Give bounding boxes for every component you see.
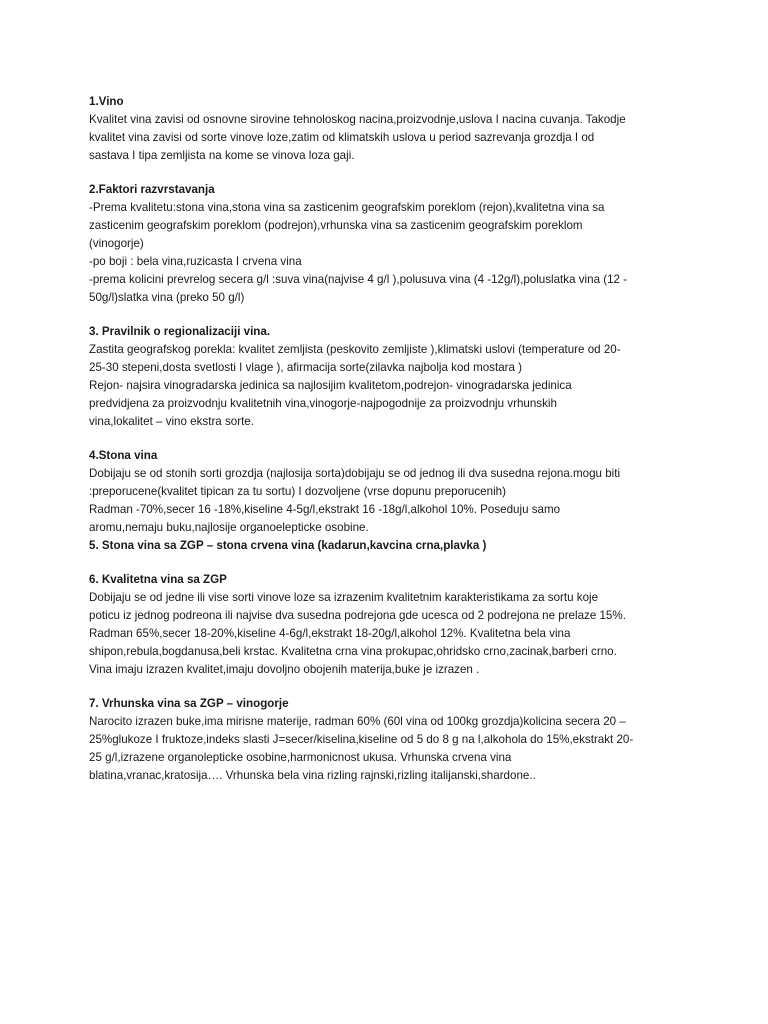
text-line: :preporucene(kvalitet tipican za tu sortu) I dozvoljene (vrse dopunu preporucenih) <box>89 485 506 498</box>
text-line: Dobijaju se od stonih sorti grozdja (najlosija sorta)dobijaju se od jednog ili dva susedna rejona.mogu biti <box>89 467 621 480</box>
text-line: -prema kolicini prevrelog secera g/l :suva vina(najvise 4 g/l ),polusuva vina (4 -12g/l),poluslatka vina (12 - <box>89 273 628 286</box>
text-line: Rejon- najsira vinogradarska jedinica sa najlosijim kvalitetom,podrejon- vinogradarska jedinica <box>89 379 572 392</box>
section-heading: 1.Vino <box>89 95 124 108</box>
text-line: sastava I tipa zemljista na kome se vinova loza gaji. <box>89 149 355 162</box>
text-line: 50g/l)slatka vina (preko 50 g/l) <box>89 291 245 304</box>
text-line: Vina imaju izrazen kvalitet,imaju dovoljno obojenih materija,buke je izrazen . <box>89 663 480 676</box>
section-vrhunska-vina <box>89 695 688 785</box>
section-pravilnik <box>89 323 688 431</box>
text-line: Zastita geografskog porekla: kvalitet zemljista (peskovito zemljiste ),klimatski uslovi (temperature od 20- <box>89 343 621 356</box>
section-faktori-razvrstavanja <box>89 181 688 307</box>
text-line: predvidjena za proizvodnju kvalitetnih vina,vinogorje-najpogodnije za proizvodnju vrhunskih <box>89 397 557 410</box>
text-line: Kvalitet vina zavisi od osnovne sirovine tehnoloskog nacina,proizvodnje,uslova I nacina cuvanja. Takodje <box>89 113 626 126</box>
text-line: 25 g/l,izrazene organolepticke osobine,harmonicnost ukusa. Vrhunska crvena vina <box>89 751 512 764</box>
text-line: Radman 65%,secer 18-20%,kiseline 4-6g/l,ekstrakt 18-20g/l,alkohol 12%. Kvalitetna bela vina <box>89 627 571 640</box>
text-line: blatina,vranac,kratosija…. Vrhunska bela vina rizling rajnski,rizling italijanski,shardone.. <box>89 769 536 782</box>
text-line: aromu,nemaju buku,najlosije organoelepticke osobine. <box>89 521 369 534</box>
text-line: 25-30 stepeni,dosta svetlosti I vlage ), afirmacija sorte(zilavka najbolja kod mostara ) <box>89 361 523 374</box>
stona-zgp-line <box>89 537 688 555</box>
text-line: Dobijaju se od jedne ili vise sorti vinove loze sa izrazenim kvalitetnim karakteristikama za sortu koje <box>89 591 599 604</box>
section-heading: 4.Stona vina <box>89 449 158 462</box>
text-line: Radman -70%,secer 16 -18%,kiseline 4-5g/l,ekstrakt 16 -18g/l,alkohol 10%. Poseduju samo <box>89 503 561 516</box>
section-stona-vina <box>89 447 688 555</box>
section-heading: 2.Faktori razvrstavanja <box>89 183 215 196</box>
text-line: kvalitet vina zavisi od sorte vinove loze,zatim od klimatskih uslova u period sazrevanja grozdja I od <box>89 131 595 144</box>
text-line: -po boji : bela vina,ruzicasta I crvena vina <box>89 255 302 268</box>
section-kvalitetna-vina <box>89 571 688 679</box>
text-line: (vinogorje) <box>89 237 144 250</box>
section-heading: 7. Vrhunska vina sa ZGP – vinogorje <box>89 697 289 710</box>
text-line: vina,lokalitet – vino ekstra sorte. <box>89 415 254 428</box>
section-heading: 5. Stona vina sa ZGP <box>89 539 204 552</box>
section-vino <box>89 93 688 165</box>
text-line: 25%glukoze I fruktoze,indeks slasti J=secer/kiselina,kiseline od 5 do 8 g na l,alkohola do 15%,ekstrakt 20- <box>89 733 634 746</box>
text-line: zasticenim geografskim poreklom (podrejon),vrhunska vina sa zasticenim geografskim poreklom <box>89 219 583 232</box>
text-line: -Prema kvalitetu:stona vina,stona vina sa zasticenim geografskim poreklom (rejon),kvalitetna vina sa <box>89 201 605 214</box>
section-heading-suffix: – stona crvena vina (kadarun,kavcina crna,plavka ) <box>203 539 487 552</box>
text-line: poticu iz jednog podreona ili najvise dva susedna podrejona gde ucesca od 2 podrejona ne prelaze 15%. <box>89 609 626 622</box>
text-line: Narocito izrazen buke,ima mirisne materije, radman 60% (60l vina od 100kg grozdja)kolicina secera 20 – <box>89 715 626 728</box>
text-line: shipon,rebula,bogdanusa,beli krstac. Kvalitetna crna vina prokupac,ohridsko crno,zacinak,barberi crno. <box>89 645 617 658</box>
section-heading: 3. Pravilnik o regionalizaciji vina. <box>89 325 271 338</box>
section-heading: 6. Kvalitetna vina sa ZGP <box>89 573 227 586</box>
